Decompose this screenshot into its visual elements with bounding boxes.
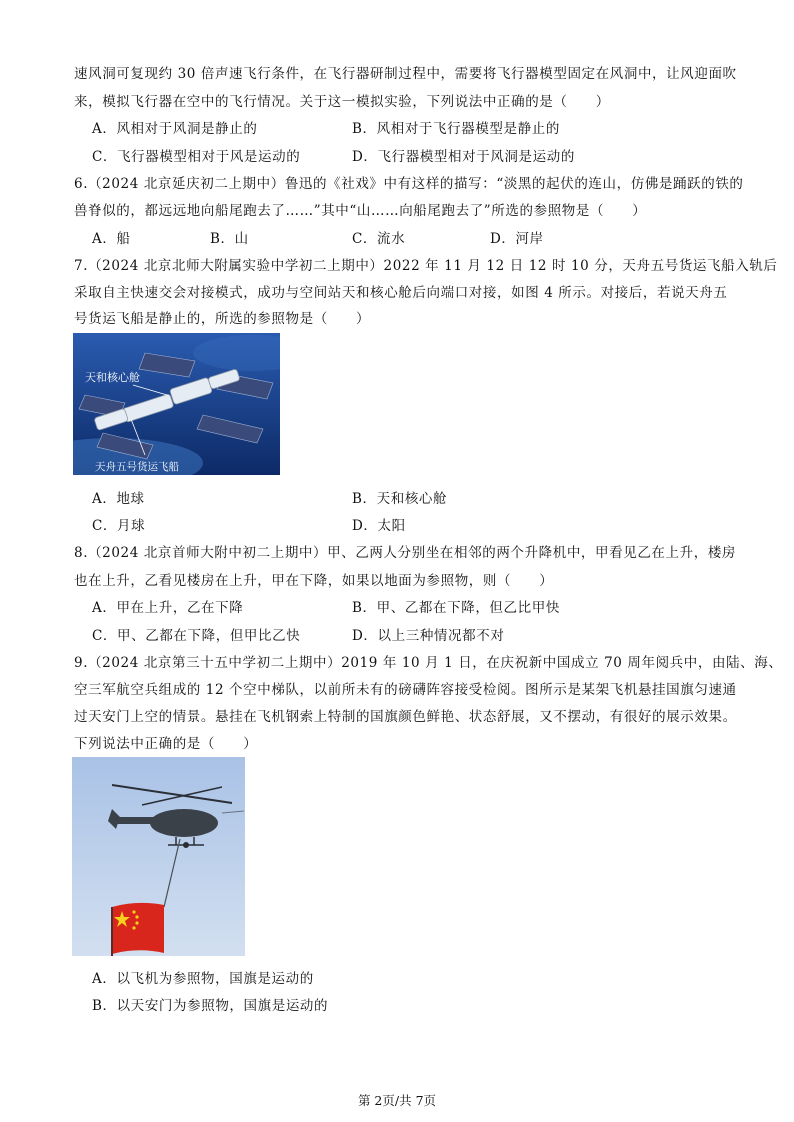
q8-line-2: 也在上升，乙看见楼房在上升，甲在下降，如果以地面为参照物，则（ ）	[74, 573, 554, 589]
helicopter-flag-figure	[72, 757, 245, 956]
label-tianhe: 天和核心舱	[85, 371, 140, 384]
q7-option-a: A．地球	[92, 491, 145, 507]
q5-option-a: A．风相对于风洞是静止的	[92, 121, 258, 137]
q8-option-d: D．以上三种情况都不对	[352, 628, 505, 644]
q7-line-2: 采取自主快速交会对接模式，成功与空间站天和核心舱后向端口对接，如图 4 所示。对接后，若说天舟五	[74, 285, 728, 301]
q7-option-b: B．天和核心舱	[352, 491, 448, 507]
page-footer: 第 2页/共 7页	[357, 1093, 437, 1108]
space-station-image	[73, 333, 280, 475]
q6-line-2: 兽脊似的，都远远地向船尾跑去了……”其中“山……向船尾跑去了”所选的参照物是（ ）	[74, 203, 647, 219]
q9-line-4: 下列说法中正确的是（ ）	[74, 736, 258, 752]
q6-option-b: B．山	[210, 231, 249, 247]
q5-line-1: 速风洞可复现约 30 倍声速飞行条件，在飞行器研制过程中，需要将飞行器模型固定在风洞中，让风迎面吹	[74, 66, 737, 82]
q8-option-a: A．甲在上升，乙在下降	[92, 600, 244, 616]
q5-line-2: 来，模拟飞行器在空中的飞行情况。关于这一模拟实验，下列说法中正确的是（ ）	[74, 94, 610, 110]
q5-option-b: B．风相对于飞行器模型是静止的	[352, 121, 560, 137]
helicopter-flag-image	[72, 757, 245, 956]
q8-option-c: C．甲、乙都在下降，但甲比乙快	[92, 628, 301, 644]
q9-line-1: 9.（2024 北京第三十五中学初二上期中）2019 年 10 月 1 日，在庆祝新中国成立 70 周年阅兵中，由陆、海、	[74, 655, 783, 671]
q5-option-d: D．飞行器模型相对于风洞是运动的	[352, 149, 575, 165]
q8-line-1: 8.（2024 北京首师大附中初二上期中）甲、乙两人分别坐在相邻的两个升降机中，甲看见乙在上升，楼房	[74, 545, 737, 561]
q9-option-b: B．以天安门为参照物，国旗是运动的	[92, 998, 329, 1014]
q6-option-c: C．流水	[352, 231, 406, 247]
q6-line-1: 6.（2024 北京延庆初二上期中）鲁迅的《社戏》中有这样的描写：“淡黑的起伏的连山，仿佛是踊跃的铁的	[74, 176, 744, 192]
q9-option-a: A．以飞机为参照物，国旗是运动的	[92, 971, 314, 987]
label-tianzhou: 天舟五号货运飞船	[95, 461, 179, 473]
q8-option-b: B．甲、乙都在下降，但乙比甲快	[352, 600, 560, 616]
q6-option-a: A．船	[92, 231, 131, 247]
q7-line-3: 号货运飞船是静止的，所选的参照物是（ ）	[74, 311, 371, 327]
q5-option-c: C．飞行器模型相对于风是运动的	[92, 149, 301, 165]
space-station-figure	[73, 333, 280, 475]
q7-option-d: D．太阳	[352, 518, 406, 534]
q9-line-3: 过天安门上空的情景。悬挂在飞机钢索上特制的国旗颜色鲜艳、状态舒展，又不摆动，有很好的展示效果。	[74, 709, 737, 725]
q6-option-d: D．河岸	[490, 231, 544, 247]
q7-line-1: 7.（2024 北京北师大附属实验中学初二上期中）2022 年 11 月 12 日 12 时 10 分，天舟五号货运飞船入轨后	[74, 258, 778, 274]
q7-option-c: C．月球	[92, 518, 146, 534]
q9-line-2: 空三军航空兵组成的 12 个空中梯队，以前所未有的磅礴阵容接受检阅。图所示是某架飞机悬挂国旗匀速通	[74, 682, 737, 698]
